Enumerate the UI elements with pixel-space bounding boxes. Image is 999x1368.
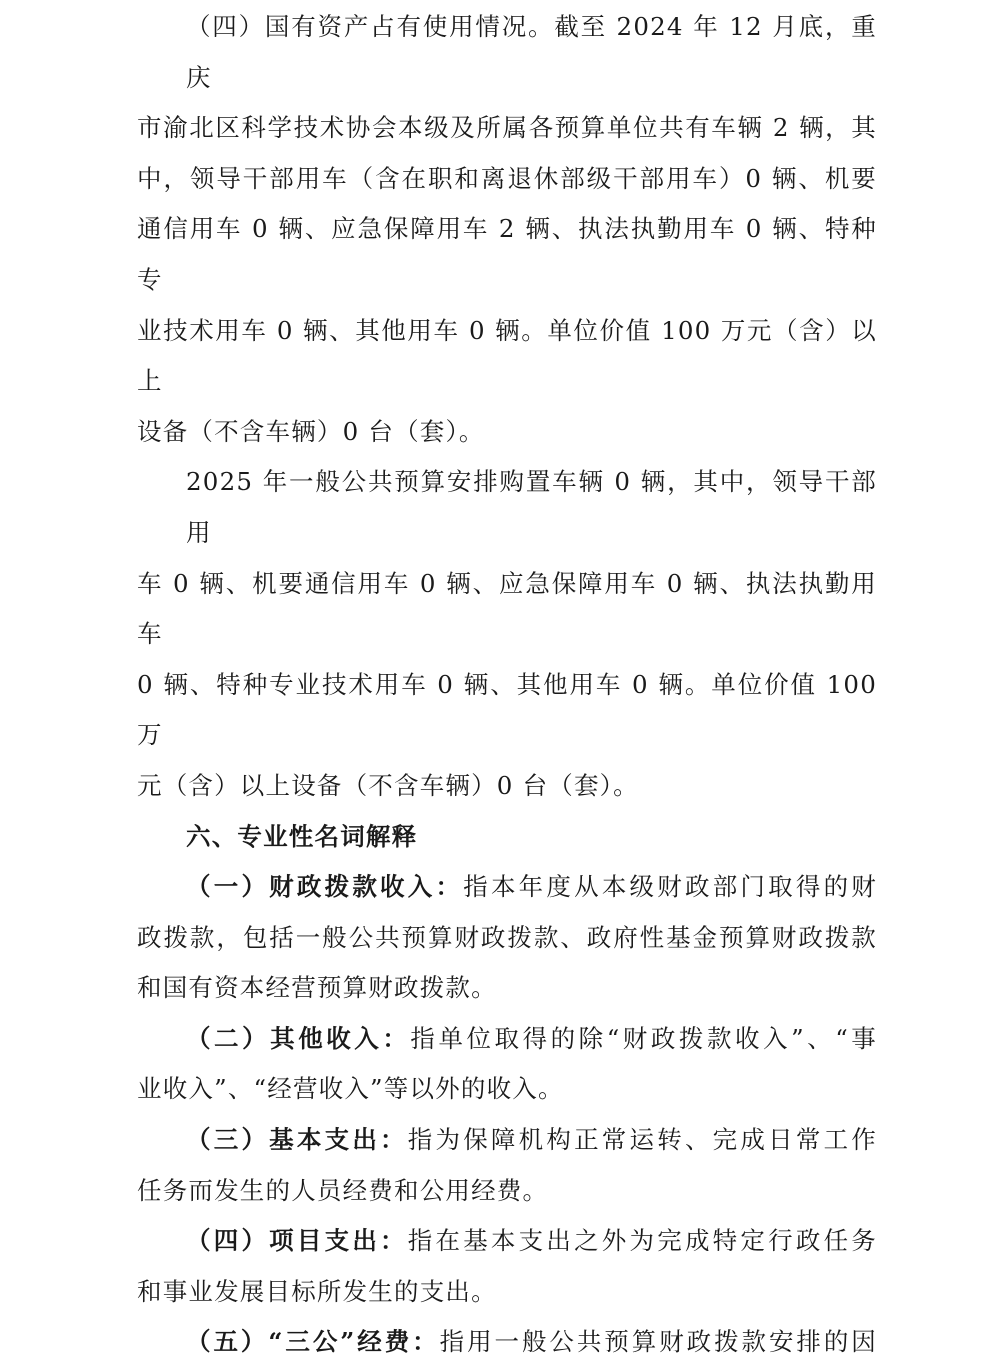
- text-line: 设备（不含车辆）0 台（套）。: [137, 416, 485, 446]
- paragraph-vehicle-purchase-2025: [137, 457, 877, 811]
- document-page: [137, 2, 877, 1368]
- term-label: （一）财政拨款收入：: [186, 872, 464, 902]
- text-line: 任务而发生的人员经费和公用经费。: [137, 1175, 549, 1205]
- text-line: 市渝北区科学技术协会本级及所属各预算单位共有车辆 2 辆，其: [137, 113, 877, 143]
- term-label: （二）其他收入：: [186, 1023, 411, 1053]
- text-line: 和国有资本经营预算财政拨款。: [137, 973, 497, 1003]
- text-line: 车 0 辆、机要通信用车 0 辆、应急保障用车 0 辆、执法执勤用车: [137, 568, 877, 649]
- paragraph-state-assets: [137, 2, 877, 457]
- text-line: [137, 1216, 877, 1267]
- term-text: 指单位取得的除“财政拨款收入”、“事: [410, 1023, 877, 1053]
- term-label: （五）“三公”经费：: [186, 1327, 440, 1357]
- term-text: 指本年度从本级财政部门取得的财: [463, 872, 877, 902]
- text-line: [137, 862, 877, 913]
- text-line: 2025 年一般公共预算安排购置车辆 0 辆，其中，领导干部用: [186, 467, 877, 547]
- text-line: 元（含）以上设备（不含车辆）0 台（套）。: [137, 770, 639, 800]
- text-line: [137, 1115, 877, 1166]
- term-label: （三）基本支出：: [186, 1125, 408, 1155]
- term-text: 指为保障机构正常运转、完成日常工作: [407, 1125, 877, 1155]
- text-line: [137, 1014, 877, 1065]
- text-line: 和事业发展目标所发生的支出。: [137, 1276, 497, 1306]
- text-line: 中，领导干部用车（含在职和离退休部级干部用车）0 辆、机要: [137, 163, 877, 193]
- term-label: （四）项目支出：: [186, 1226, 408, 1256]
- text-line: [137, 1317, 877, 1368]
- section-heading: 六、专业性名词解释: [186, 821, 418, 851]
- term-definition-other-income: [137, 1014, 877, 1115]
- text-line: 0 辆、特种专业技术用车 0 辆、其他用车 0 辆。单位价值 100 万: [137, 669, 877, 750]
- text-line: 通信用车 0 辆、应急保障用车 2 辆、执法执勤用车 0 辆、特种专: [137, 214, 877, 294]
- term-text: 指在基本支出之外为完成特定行政任务: [407, 1226, 877, 1256]
- term-text: 指用一般公共预算财政拨款安排的因: [439, 1327, 877, 1357]
- text-line: 政拨款，包括一般公共预算财政拨款、政府性基金预算财政拨款: [137, 922, 877, 952]
- term-definition-project-expenditure: [137, 1216, 877, 1317]
- text-line: 业技术用车 0 辆、其他用车 0 辆。单位价值 100 万元（含）以上: [137, 315, 877, 396]
- term-definition-three-public-expenses: [137, 1317, 877, 1368]
- term-definition-fiscal-appropriation-income: [137, 862, 877, 1014]
- text-line: 业收入”、“经营收入”等以外的收入。: [137, 1074, 564, 1104]
- text-line: （四）国有资产占有使用情况。截至 2024 年 12 月底，重庆: [186, 12, 877, 92]
- term-definition-basic-expenditure: [137, 1115, 877, 1216]
